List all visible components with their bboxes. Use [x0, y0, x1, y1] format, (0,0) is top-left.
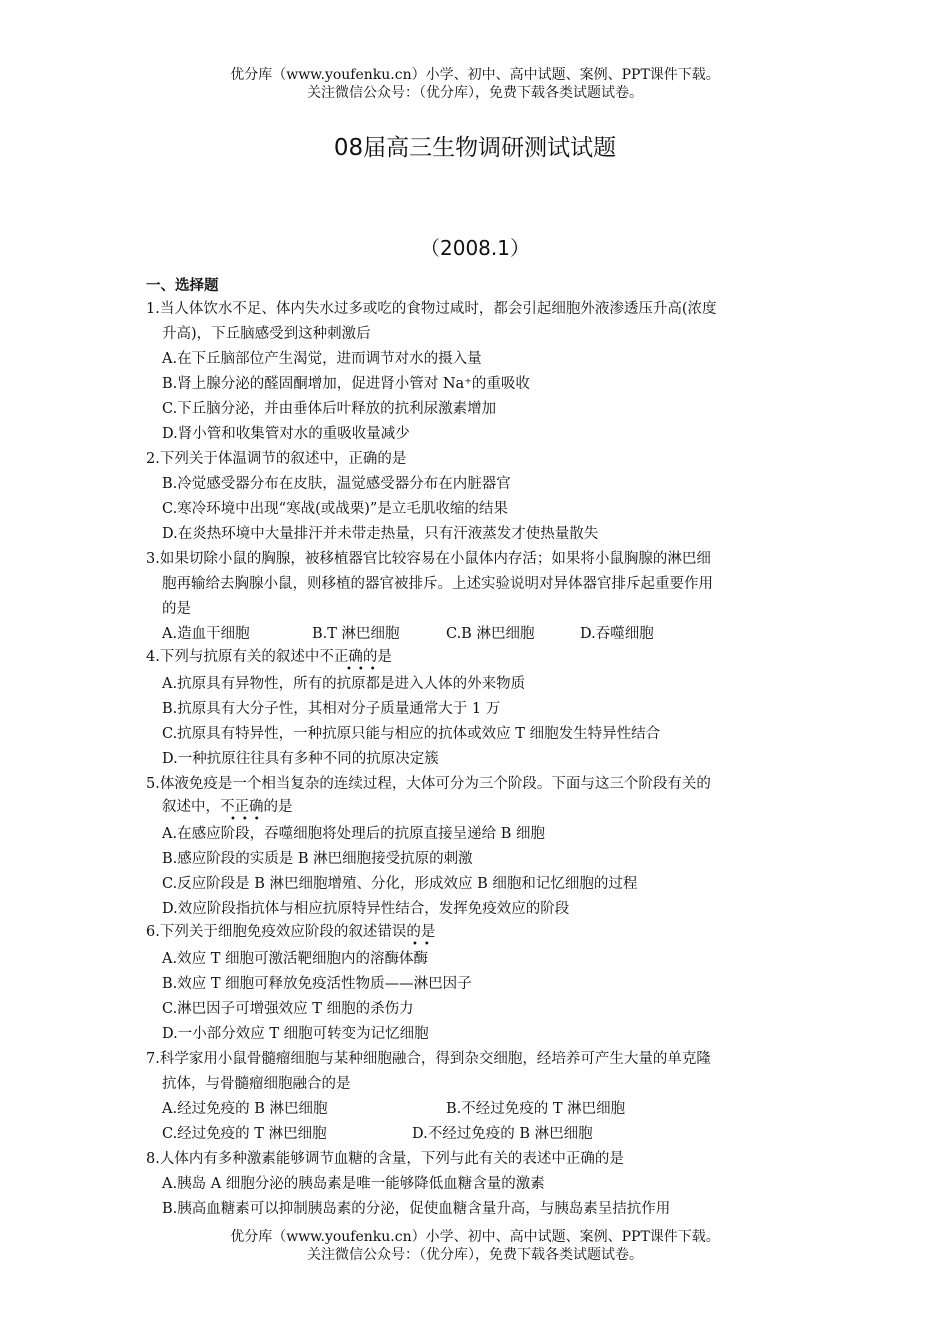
footer-line-2: 关注微信公众号：（优分库），免费下载各类试题试卷。	[307, 1247, 643, 1263]
question-3-option-c: C.B 淋巴细胞	[446, 626, 535, 642]
question-4-option-b: B.抗原具有大分子性，其相对分子质量通常大于 1 万	[162, 701, 501, 717]
question-5-stem-cont: 叙述中，不正确的是	[162, 799, 293, 815]
question-1-option-a: A.在下丘脑部位产生渴觉，进而调节对水的摄入量	[162, 351, 482, 367]
question-7-option-c: C.经过免疫的 T 淋巴细胞	[162, 1126, 327, 1142]
question-1-stem-cont: 升高)，下丘脑感受到这种刺激后	[162, 326, 371, 342]
question-5-option-a: A.在感应阶段，吞噬细胞将处理后的抗原直接呈递给 B 细胞	[162, 826, 545, 842]
question-1-option-c: C.下丘脑分泌，并由垂体后叶释放的抗利尿激素增加	[162, 401, 497, 417]
question-7-stem: 7.科学家用小鼠骨髓瘤细胞与某种细胞融合，得到杂交细胞，经培养可产生大量的单克隆	[146, 1051, 711, 1067]
question-7-stem-cont: 抗体，与骨髓瘤细胞融合的是	[162, 1076, 351, 1092]
header-line-2: 关注微信公众号：（优分库），免费下载各类试题试卷。	[307, 85, 643, 101]
question-8-stem: 8.人体内有多种激素能够调节血糖的含量，下列与此有关的表述中正确的是	[146, 1151, 624, 1167]
question-7-option-a: A.经过免疫的 B 淋巴细胞	[162, 1101, 328, 1117]
question-4-option-d: D.一种抗原往往具有多种不同的抗原决定簇	[162, 751, 439, 767]
question-4-stem: 4.下列与抗原有关的叙述中不正确的是	[146, 649, 392, 665]
question-2-option-d: D.在炎热环境中大量排汗并未带走热量，只有汗液蒸发才使热量散失	[162, 526, 599, 542]
emphasis-dots: •••	[230, 814, 266, 825]
question-4-option-a: A.抗原具有异物性，所有的抗原都是进入人体的外来物质	[162, 676, 526, 692]
page-title: 08届高三生物调研测试试题	[333, 135, 617, 161]
question-6-option-c: C.淋巴因子可增强效应 T 细胞的杀伤力	[162, 1001, 414, 1017]
question-5-stem: 5.体液免疫是一个相当复杂的连续过程，大体可分为三个阶段。下面与这三个阶段有关的	[146, 776, 711, 792]
question-5-option-b: B.感应阶段的实质是 B 淋巴细胞接受抗原的刺激	[162, 851, 473, 867]
question-3-stem-cont-2: 的是	[162, 601, 191, 617]
question-2-option-c: C.寒冷环境中出现“寒战(或战栗)”是立毛肌收缩的结果	[162, 501, 508, 517]
question-1-option-b: B.肾上腺分泌的醛固酮增加，促进肾小管对 Na⁺的重吸收	[162, 376, 530, 392]
question-8-option-a: A.胰岛 A 细胞分泌的胰岛素是唯一能够降低血糖含量的激素	[162, 1176, 545, 1192]
question-6-option-a: A.效应 T 细胞可激活靶细胞内的溶酶体酶	[162, 951, 428, 967]
question-2-option-b: B.冷觉感受器分布在皮肤，温觉感受器分布在内脏器官	[162, 476, 511, 492]
header-line-1: 优分库（www.youfenku.cn）小学、初中、高中试题、案例、PPT课件下载。	[230, 67, 720, 83]
question-6-option-d: D.一小部分效应 T 细胞可转变为记忆细胞	[162, 1026, 429, 1042]
question-3-option-a: A.造血干细胞	[162, 626, 250, 642]
question-1-option-d: D.肾小管和收集管对水的重吸收量减少	[162, 426, 410, 442]
emphasis-dots: •••	[346, 664, 382, 675]
question-1-stem: 1.当人体饮水不足、体内失水过多或吃的食物过咸时，都会引起细胞外液渗透压升高(浓度	[146, 301, 717, 317]
question-3-stem: 3.如果切除小鼠的胸腺，被移植器官比较容易在小鼠体内存活；如果将小鼠胸腺的淋巴细	[146, 551, 711, 567]
question-7-option-d: D.不经过免疫的 B 淋巴细胞	[412, 1126, 593, 1142]
footer-line-1: 优分库（www.youfenku.cn）小学、初中、高中试题、案例、PPT课件下载。	[230, 1229, 720, 1245]
question-7-option-b: B.不经过免疫的 T 淋巴细胞	[446, 1101, 626, 1117]
question-6-option-b: B.效应 T 细胞可释放免疫活性物质——淋巴因子	[162, 976, 472, 992]
question-3-stem-cont: 胞再输给去胸腺小鼠，则移植的器官被排斥。上述实验说明对异体器官排斥起重要作用	[162, 576, 713, 592]
emphasis-dots: ••	[412, 939, 436, 950]
question-3-option-d: D.吞噬细胞	[580, 626, 654, 642]
question-4-option-c: C.抗原具有特异性，一种抗原只能与相应的抗体或效应 T 细胞发生特异性结合	[162, 726, 661, 742]
exam-date: （2008.1）	[420, 236, 530, 260]
question-5-option-d: D.效应阶段指抗体与相应抗原特异性结合，发挥免疫效应的阶段	[162, 901, 570, 917]
question-6-stem: 6.下列关于细胞免疫效应阶段的叙述错误的是	[146, 924, 436, 940]
section-heading: 一、选择题	[146, 277, 219, 294]
question-5-option-c: C.反应阶段是 B 淋巴细胞增殖、分化，形成效应 B 细胞和记忆细胞的过程	[162, 876, 638, 892]
question-8-option-b: B.胰高血糖素可以抑制胰岛素的分泌，促使血糖含量升高，与胰岛素呈拮抗作用	[162, 1201, 671, 1217]
question-3-option-b: B.T 淋巴细胞	[312, 626, 400, 642]
question-2-stem: 2.下列关于体温调节的叙述中，正确的是	[146, 451, 407, 467]
